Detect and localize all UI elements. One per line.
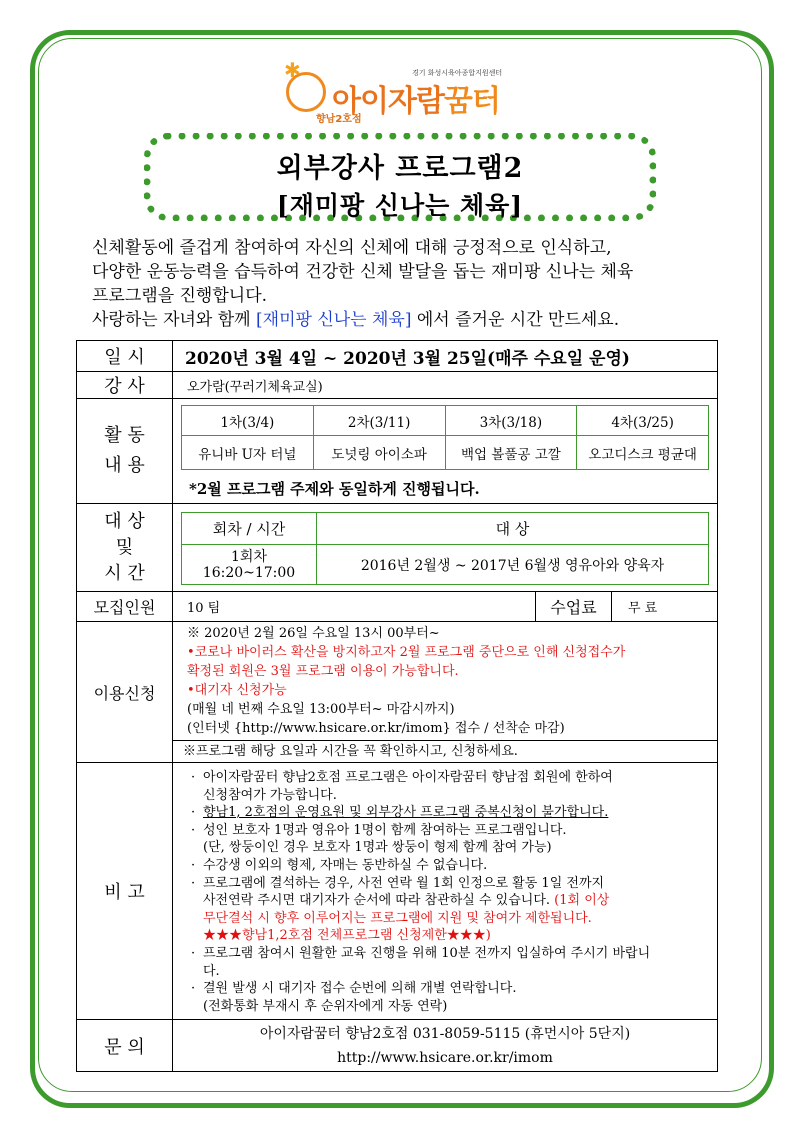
contact-label: 문 의: [77, 1020, 173, 1072]
target-table: [181, 512, 709, 585]
target-row: [77, 504, 718, 592]
contact-url[interactable]: http://www.hsicare.or.kr/imom: [337, 1049, 553, 1066]
recruit-row: [77, 592, 718, 622]
title-box: [144, 133, 656, 221]
apply-row: 이용신청 ※ 2020년 2월 26일 수요일 13시 00부터~ •코로나 바이러스 확산을 방지하고자 2월 프로그램 중단으로 인해 신청접수가 확정된 회원은 3월 프로그램 이용이 가능합니다. •대기자 신청가능 (매월 네 번째 수요일 13:00부터~ 마감시까지) (인터넷 {http://www.hsicare.or.kr/imom} 접수 / 선착순 마감): [77, 622, 718, 741]
recruit-value: 10 팀: [173, 592, 536, 622]
date-value: 2020년 3월 4일 ~ 2020년 3월 25일(매주 수요일 운영): [173, 341, 718, 372]
instructor-row: [77, 372, 718, 399]
logo-center-name: 경기 화성시육아종합지원센터: [412, 69, 503, 77]
logo-title: 아이자람꿈터: [332, 84, 500, 119]
program-info-table: [76, 340, 718, 1072]
list-item: · 아이자람꿈터 향남2호점 프로그램은 아이자람꿈터 향남점 회원에 한하여 신청참여가 가능합니다.: [191, 769, 711, 804]
list-item: · 성인 보호자 1명과 영유아 1명이 함께 참여하는 프로그램입니다. (단, 쌍둥이인 경우 보호자 1명과 쌍둥이 형제 함께 참여 가능): [191, 822, 711, 857]
target-round-time: 1회차 16:20~17:00: [182, 545, 317, 585]
fee-label: 수업료: [535, 592, 611, 622]
contact-phone: 아이자람꿈터 향남2호점 031-8059-5115 (휴먼시아 5단지): [259, 1025, 631, 1042]
apply-start: ※ 2020년 2월 26일 수요일 13시 00부터~: [187, 626, 440, 641]
session-content: 유니바 U자 터널: [182, 436, 314, 470]
target-label: 대 상 및 시 간: [77, 504, 173, 592]
session-round: 2차(3/11): [313, 406, 445, 436]
activity-sessions-table: [181, 405, 709, 470]
target-head-time: 회차 / 시간: [182, 513, 317, 545]
instructor-value: 오가람(꾸러기체육교실): [173, 372, 718, 399]
remarks-label: 비 고: [77, 763, 173, 1020]
apply-url: (인터넷 {http://www.hsicare.or.kr/imom} 접수 / 선착순 마감): [187, 721, 565, 736]
session-content: 오고디스크 평균대: [577, 436, 709, 470]
activity-label: 활 동 내 용: [77, 399, 173, 504]
session-round: 4차(3/25): [577, 406, 709, 436]
apply-waitlist: •대기자 신청가능: [187, 683, 287, 698]
apply-corona-notice: •코로나 바이러스 확산을 방지하고자 2월 프로그램 중단으로 인해 신청접수가: [187, 645, 626, 660]
apply-label: 이용신청: [77, 622, 173, 763]
session-content: 도넛링 아이소파: [313, 436, 445, 470]
page-subtitle: [재미팡 신나는 체육]: [276, 191, 524, 220]
session-round: 1차(3/4): [182, 406, 314, 436]
session-round: 3차(3/18): [445, 406, 577, 436]
session-content: 백업 볼풀공 고깔: [445, 436, 577, 470]
fee-value: 무 료: [611, 592, 717, 622]
recruit-label: 모집인원: [77, 592, 173, 622]
remarks-row: [77, 763, 718, 1020]
list-item: · 프로그램 참여시 원활한 교육 진행을 위해 10분 전까지 입실하여 주시기 바랍니 다.: [191, 945, 711, 980]
logo-star-icon: ✱: [284, 58, 301, 82]
remarks-list: [173, 763, 718, 1020]
apply-note: ※프로그램 해당 요일과 시간을 꼭 확인하시고, 신청하세요.: [173, 741, 718, 763]
intro-text: 신체활동에 즐겁게 참여하여 자신의 신체에 대해 긍정적으로 인식하고, 다양한 운동능력을 습득하여 건강한 신체 발달을 돕는 재미팡 신나는 체육 프로그램을 진행합니다. 사랑하는 자녀와 함께 [재미팡 신나는 체육] 에서 즐거운 시간 만드세요.: [92, 238, 634, 330]
activity-row: [77, 399, 718, 504]
list-item: · 프로그램에 결석하는 경우, 사전 연락 월 1회 인정으로 활동 1일 전까지 사전연락 주시면 대기자가 순서에 따라 참관하실 수 있습니다. (1회 이상 무단결석 시 향후 이루어지는 프로그램에 지원 및 참여가 제한됩니다. ★★★향남1,2호점 전체프로그램 신청제한★★★): [191, 875, 711, 945]
logo-branch: 향남2호점: [316, 114, 362, 125]
activity-note: *2월 프로그램 주제와 동일하게 진행됩니다.: [189, 480, 480, 498]
target-value: 2016년 2월생 ~ 2017년 6월생 영유아와 양육자: [317, 545, 709, 585]
list-item: · 수강생 이외의 형제, 자매는 동반하실 수 없습니다.: [191, 857, 711, 875]
target-head-target: 대 상: [317, 513, 709, 545]
date-row: [77, 341, 718, 372]
list-item: · 결원 발생 시 대기자 접수 순번에 의해 개별 연락합니다. (전화통화 부재시 후 순위자에게 자동 연락): [191, 980, 711, 1015]
contact-row: [77, 1020, 718, 1072]
page-title: 외부강사 프로그램2: [276, 153, 524, 184]
date-label: 일 시: [77, 341, 173, 372]
logo: [282, 60, 522, 124]
list-item: · 향남1, 2호점의 운영요원 및 외부강사 프로그램 중복신청이 불가합니다.: [191, 804, 711, 822]
instructor-label: 강 사: [77, 372, 173, 399]
